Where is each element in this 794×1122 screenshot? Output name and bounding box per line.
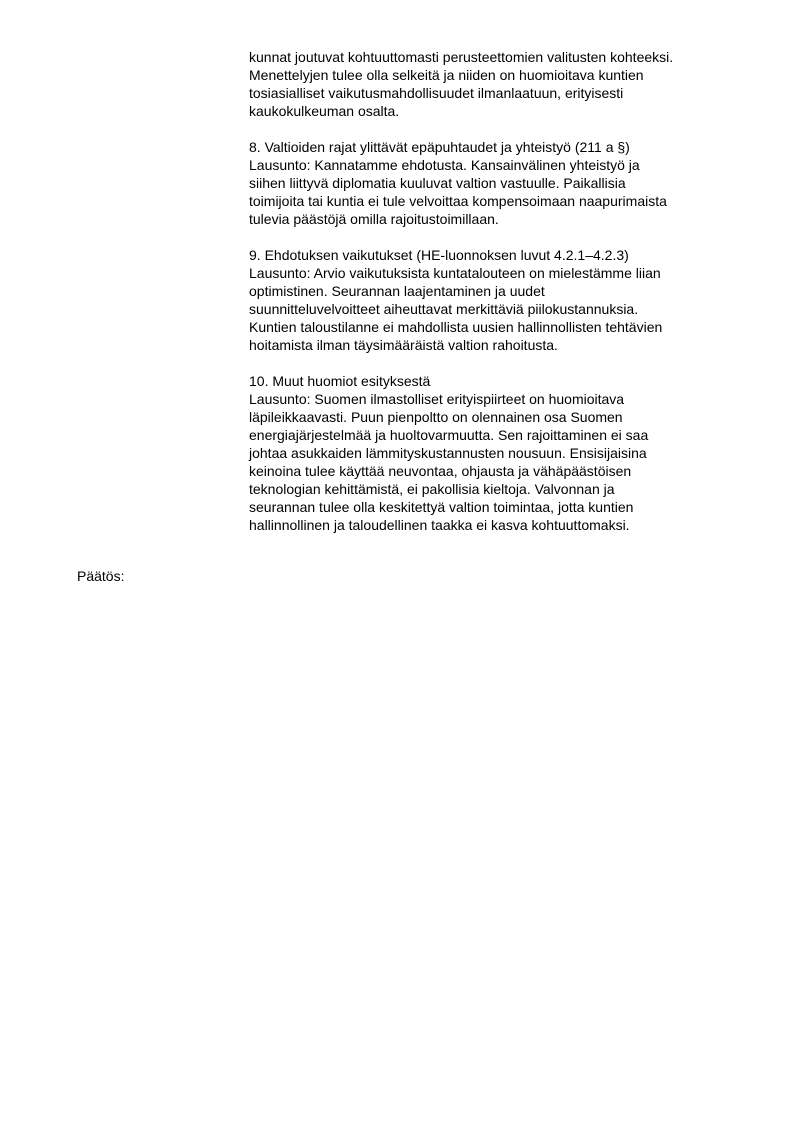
section-10-paragraph (249, 372, 749, 534)
section-8-paragraph (249, 138, 749, 228)
text-line: Kuntien taloustilanne ei mahdollista uusien hallinnollisten tehtävien (249, 319, 663, 335)
text-line: Lausunto: Suomen ilmastolliset erityispiirteet on huomioitava (249, 391, 625, 407)
text-line: keinoina tulee käyttää neuvontaa, ohjausta ja vähäpäästöisen (249, 463, 632, 479)
intro-paragraph (249, 48, 749, 120)
text-line: suunnitteluvelvoitteet aiheuttavat merkittäviä piilokustannuksia. (249, 301, 639, 317)
text-line: hoitamista ilman täysimääräistä valtion rahoitusta. (249, 337, 558, 353)
text-line: Lausunto: Arvio vaikutuksista kuntatalouteen on mielestämme liian (249, 265, 661, 281)
text-line: kunnat joutuvat kohtuuttomasti perusteettomien valitusten kohteeksi. (249, 49, 674, 65)
text-line: energiajärjestelmää ja huoltovarmuutta. Sen rajoittaminen ei saa (249, 427, 649, 443)
section-9-paragraph (249, 246, 749, 354)
decision-label: Päätös: (77, 568, 125, 584)
section-heading: 9. Ehdotuksen vaikutukset (HE-luonnoksen luvut 4.2.1–4.2.3) (249, 247, 629, 263)
text-line: kaukokulkeuman osalta. (249, 103, 400, 119)
section-heading: 10. Muut huomiot esityksestä (249, 373, 431, 389)
text-line: Menettelyjen tulee olla selkeitä ja niiden on huomioitava kuntien (249, 67, 644, 83)
text-line: tosiasialliset vaikutusmahdollisuudet ilmanlaatuun, erityisesti (249, 85, 624, 101)
text-line: optimistinen. Seurannan laajentaminen ja uudet (249, 283, 545, 299)
text-line: tulevia päästöjä omilla rajoitustoimillaan. (249, 211, 499, 227)
section-heading: 8. Valtioiden rajat ylittävät epäpuhtaudet ja yhteistyö (211 a §) (249, 139, 630, 155)
text-line: toimijoita tai kuntia ei tule velvoittaa kompensoimaan naapurimaista (249, 193, 667, 209)
text-line: Lausunto: Kannatamme ehdotusta. Kansainvälinen yhteistyö ja (249, 157, 640, 173)
text-line: seurannan tulee olla keskitettyä valtion toimintaa, jotta kuntien (249, 499, 634, 515)
text-line: hallinnollinen ja taloudellinen taakka ei kasva kohtuuttomaksi. (249, 517, 630, 533)
text-line: teknologian kehittämistä, ei pakollisia kieltoja. Valvonnan ja (249, 481, 615, 497)
text-line: johtaa asukkaiden lämmityskustannusten nousuun. Ensisijaisina (249, 445, 647, 461)
text-line: siihen liittyvä diplomatia kuuluvat valtion vastuulle. Paikallisia (249, 175, 626, 191)
statement-body (249, 48, 749, 552)
text-line: läpileikkaavasti. Puun pienpoltto on olennainen osa Suomen (249, 409, 623, 425)
